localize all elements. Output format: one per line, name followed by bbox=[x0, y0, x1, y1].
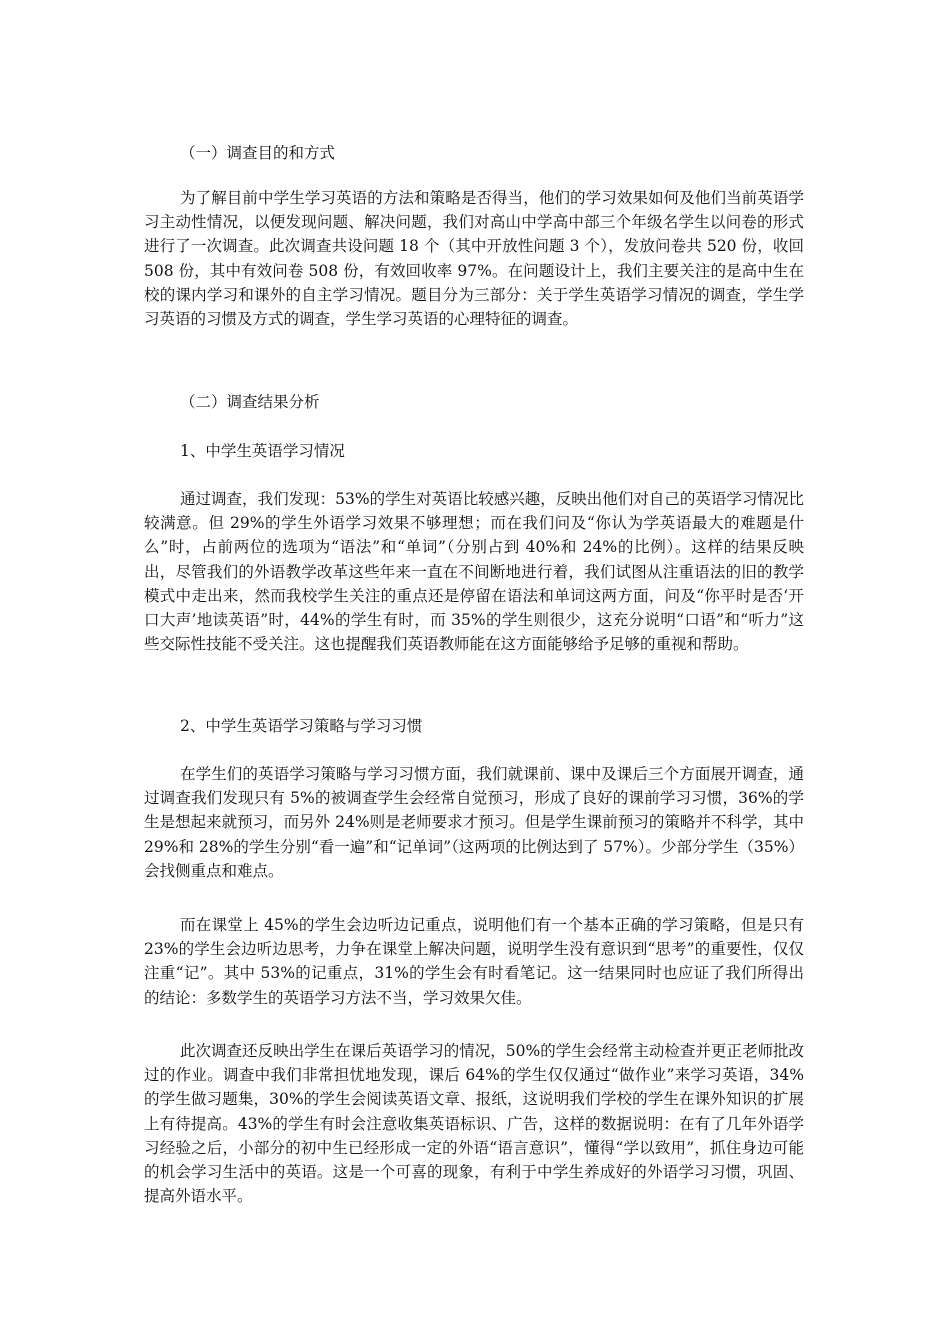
subsection-2-paragraph-3: 此次调查还反映出学生在课后英语学习的情况，50%的学生会经常主动检查并更正老师批改过的作业。调查中我们非常担忧地发现，课后 64%的学生仅仅通过“做作业”来学习英语，34%的学生做习题集，30%的学生会阅读英语文章、报纸，这说明我们学校的学生在课外知识的扩展上有待提高。43%的学生有时会注意收集英语标识、广告，这样的数据说明：在有了几年外语学习经验之后，小部分的初中生已经形成一定的外语“语言意识”，懂得“学以致用”，抓住身边可能的机会学习生活中的英语。这是一个可喜的现象，有利于中学生养成好的外语学习习惯，巩固、提高外语水平。 bbox=[144, 1042, 804, 1206]
subsection-2-paragraph-1: 在学生们的英语学习策略与学习习惯方面，我们就课前、课中及课后三个方面展开调查，通过调查我们发现只有 5%的被调查学生会经常自觉预习，形成了良好的课前学习习惯，36%的学生是想起来就预习，而另外 24%则是老师要求才预习。但是学生课前预习的策略并不科学，其中 29%和 28%的学生分别“看一遍”和“记单词”（这两项的比例达到了 57%）。少部分学生（35%）会找侧重点和难点。 bbox=[144, 765, 804, 880]
subsection-1-heading: 1、中学生英语学习情况 bbox=[180, 442, 345, 460]
subsection-1-paragraph: 通过调查，我们发现：53%的学生对英语比较感兴趣，反映出他们对自己的英语学习情况比较满意。但 29%的学生外语学习效果不够理想；而在我们问及“你认为学英语最大的难题是什么”时，占前两位的选项为“语法”和“单词”（分别占到 40%和 24%的比例）。这样的结果反映出，尽管我们的外语教学改革这些年来一直在不间断地进行着，我们试图从注重语法的旧的教学模式中走出来，然而我校学生关注的重点还是停留在语法和单词这两方面，问及“你平时是否‘开口大声’地读英语”时，44%的学生有时，而 35%的学生则很少，这充分说明“口语”和“听力”这些交际性技能不受关注。这也提醒我们英语教师能在这方面能够给予足够的重视和帮助。 bbox=[144, 490, 804, 654]
section-1-heading: （一）调查目的和方式 bbox=[180, 144, 336, 162]
subsection-2-heading: 2、中学生英语学习策略与学习习惯 bbox=[180, 717, 423, 735]
subsection-2-paragraph-2: 而在课堂上 45%的学生会边听边记重点，说明他们有一个基本正确的学习策略，但是只有 23%的学生会边听边思考，力争在课堂上解决问题，说明学生没有意识到“思考”的重要性，仅仅注重“记”。其中 53%的记重点，31%的学生会有时看笔记。这一结果同时也应证了我们所得出的结论：多数学生的英语学习方法不当，学习效果欠佳。 bbox=[144, 916, 804, 1007]
section-2-heading: （二）调查结果分析 bbox=[180, 393, 320, 411]
section-1-paragraph: 为了解目前中学生学习英语的方法和策略是否得当，他们的学习效果如何及他们当前英语学习主动性情况，以便发现问题、解决问题，我们对高山中学高中部三个年级名学生以问卷的形式进行了一次调查。此次调查共设问题 18 个（其中开放性问题 3 个），发放问卷共 520 份，收回 508 份，其中有效问卷 508 份，有效回收率 97%。在问题设计上，我们主要关注的是高中生在校的课内学习和课外的自主学习情况。题目分为三部分：关于学生英语学习情况的调查，学生学习英语的习惯及方式的调查，学生学习英语的心理特征的调查。 bbox=[144, 189, 804, 329]
